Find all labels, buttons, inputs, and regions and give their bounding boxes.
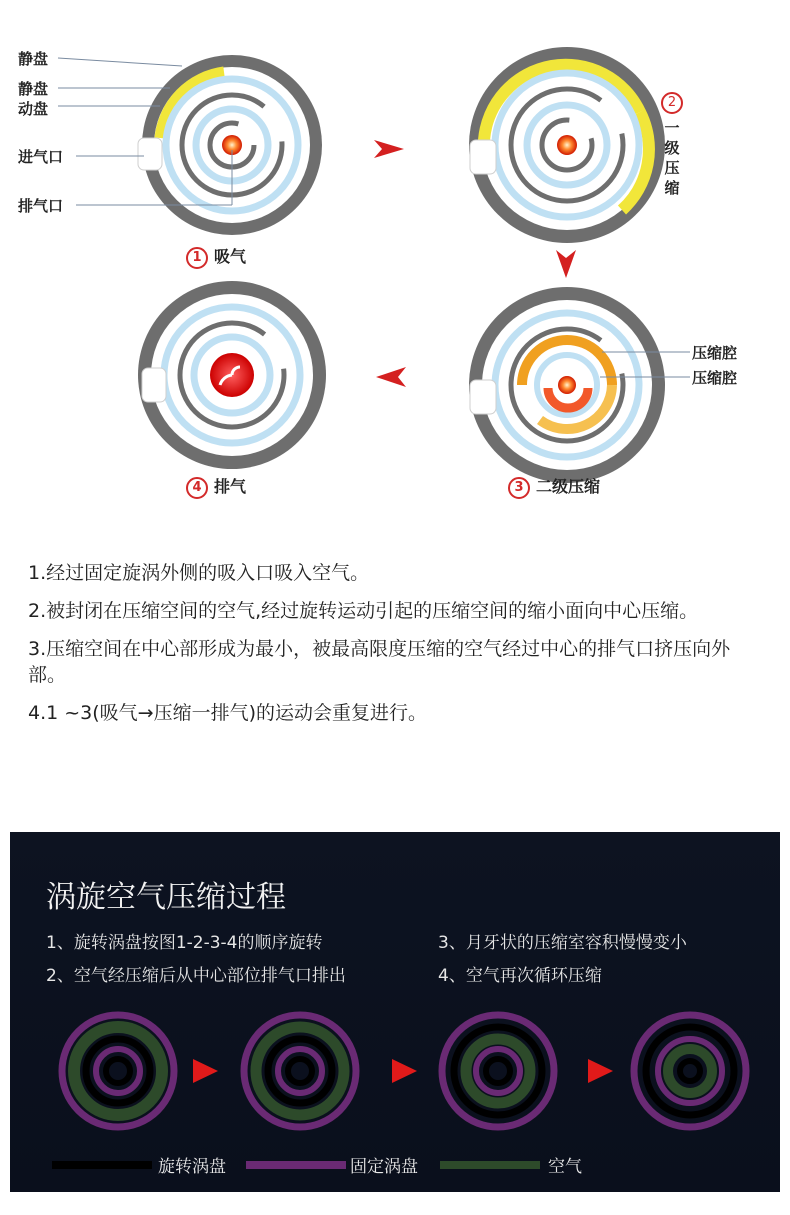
legend-swatch-air [440, 1161, 540, 1169]
step-label-1 [186, 244, 246, 269]
step-text: 吸气 [214, 247, 247, 266]
callout-static-disc-2: 静盘 [18, 80, 49, 98]
legend-label-air: 空气 [548, 1157, 582, 1177]
process-spirals [10, 1007, 780, 1142]
legend-swatch-fixed [246, 1161, 346, 1169]
process-stage-4 [634, 1015, 746, 1127]
process-item-1: 1、旋转涡盘按图1-2-3-4的顺序旋转 [46, 933, 323, 953]
stage-arrow-icon [193, 1059, 218, 1083]
step-label-3 [508, 474, 600, 499]
arrow-left-icon [376, 367, 406, 387]
process-item-2: 2、空气经压缩后从中心部位排气口排出 [46, 966, 346, 986]
callout-chamber-1: 压缩腔 [692, 344, 738, 362]
disc-1 [138, 55, 322, 235]
description-item: 2.被封闭在压缩空间的空气,经过旋转运动引起的压缩空间的缩小面向中心压缩。 [28, 600, 699, 622]
legend-label-fixed: 固定涡盘 [350, 1157, 418, 1177]
process-item-3: 3、月牙状的压缩室容积慢慢变小 [438, 933, 687, 953]
callout-moving-disc: 动盘 [18, 100, 49, 118]
step-number: 2 [661, 92, 683, 114]
step-number: 3 [508, 477, 530, 499]
callout-inlet: 进气口 [18, 148, 64, 166]
process-item-4: 4、空气再次循环压缩 [438, 966, 602, 986]
stage-arrow-icon [392, 1059, 417, 1083]
callout-chamber-2: 压缩腔 [692, 369, 738, 387]
callout-static-disc-1: 静盘 [18, 50, 49, 68]
step-number: 1 [186, 247, 208, 269]
process-panel [10, 832, 780, 1192]
description-item: 3.压缩空间在中心部形成为最小，被最高限度压缩的空气经过中心的排气口挤压向外部。 [28, 638, 731, 686]
process-stage-3 [442, 1015, 554, 1127]
disc-4 [138, 281, 326, 469]
scroll-stages-svg [0, 0, 790, 520]
scroll-stages-diagram [0, 0, 790, 520]
step-text: 二级压缩 [536, 477, 601, 496]
legend-swatch-moving [52, 1161, 152, 1169]
process-stage-2 [244, 1015, 356, 1127]
legend-label-moving: 旋转涡盘 [158, 1157, 226, 1177]
step-text-vertical: 一级压缩 [664, 119, 680, 197]
stage-arrow-icon [588, 1059, 613, 1083]
arrow-right-icon [374, 140, 404, 158]
step-label-4 [186, 474, 246, 499]
process-stage-1 [62, 1015, 174, 1127]
description-item: 4.1 ~3(吸气→压缩一排气)的运动会重复进行。 [28, 702, 428, 724]
step-text: 排气 [214, 477, 247, 496]
disc-3 [469, 287, 665, 483]
disc-2 [469, 47, 665, 243]
description-item: 1.经过固定旋涡外侧的吸入口吸入空气。 [28, 562, 370, 584]
arrow-down-icon [556, 250, 576, 278]
description-list [28, 560, 768, 738]
step-label-2 [661, 92, 689, 114]
step-number: 4 [186, 477, 208, 499]
panel-title: 涡旋空气压缩过程 [46, 880, 286, 915]
callout-outlet: 排气口 [18, 197, 64, 215]
